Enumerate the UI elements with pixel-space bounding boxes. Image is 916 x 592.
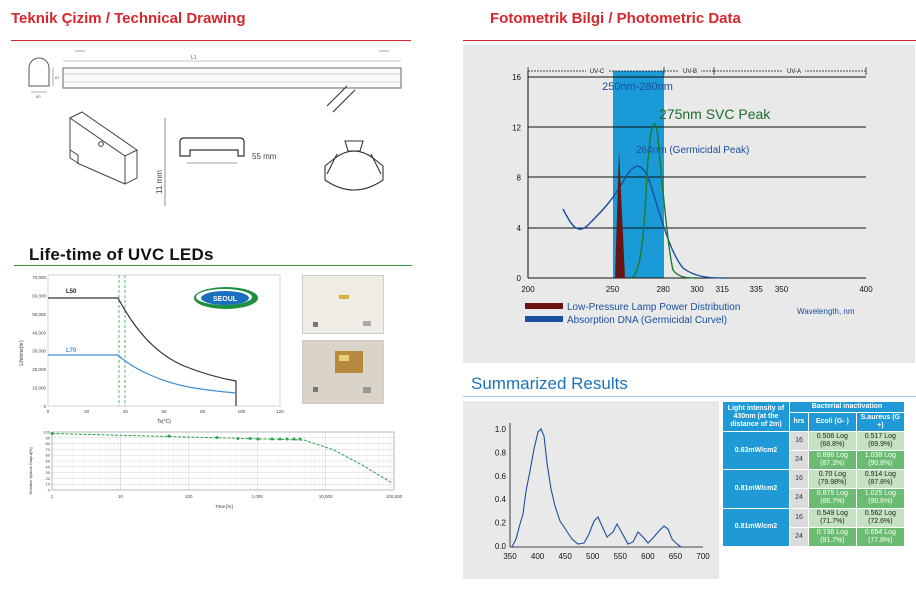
legend-dna-label: Absorption DNA (Germicidal Curvel) — [567, 315, 728, 326]
col-bacterial-header: Bacterial inactivation — [790, 402, 905, 413]
x-tick-label: 120 — [276, 409, 284, 414]
x-tick-label: 100,000 — [385, 494, 403, 499]
wavelength-label: Wavelength, nm — [797, 307, 855, 316]
ecoli-cell: 0.506 Log (68.8%) — [809, 432, 857, 451]
summary-title: Summarized Results — [471, 374, 628, 393]
x-tick-label: 700 — [696, 552, 710, 561]
decay-curve — [52, 434, 392, 484]
clip-profile — [155, 118, 277, 206]
y-tick-label: 70 — [45, 446, 50, 452]
x-tick-label: 600 — [641, 552, 655, 561]
col-intensity-header: Light intensity of 430nm (at the distance of 2m) — [723, 402, 790, 432]
x-tick-label: 300 — [690, 285, 704, 294]
band-uvc-label: UV-C — [589, 69, 605, 75]
y-tick-label: 60 — [45, 452, 50, 458]
saureus-cell: 1.025 Log (90.6%) — [856, 489, 904, 508]
y-tick-label: 0.0 — [494, 542, 506, 551]
x-tick-label: 100 — [185, 494, 193, 499]
x-tick-label: 10,000 — [318, 494, 333, 499]
y-tick-label: 20 — [45, 475, 50, 481]
col-ecoli-header: Ecoli (G- ) — [809, 413, 857, 432]
x-tick-label: 200 — [521, 285, 535, 294]
y-tick-label: 0.4 — [494, 495, 506, 505]
saureus-cell: 0.517 Log (69.9%) — [856, 432, 904, 451]
section-rule — [11, 40, 411, 41]
spectrum-chart — [463, 401, 719, 579]
section-rule-right — [463, 40, 916, 41]
y-tick-label: 4 — [516, 223, 521, 233]
hrs-cell: 16 — [790, 432, 809, 451]
band-uvb-label: UV-B — [682, 69, 698, 75]
table-row — [723, 508, 905, 527]
clip-3d-view — [70, 112, 137, 184]
x-tick-label: 350 — [774, 285, 789, 294]
intensity-cell: 0.81mW/cm2 — [723, 508, 790, 546]
photometric-chart — [463, 45, 915, 363]
y-tick-label: 20,000 — [32, 367, 46, 373]
hrs-cell: 24 — [790, 527, 809, 546]
y-tick-label: 50 — [45, 458, 50, 464]
intensity-cell: 0.81mW/cm2 — [723, 470, 790, 508]
x-tick-label: 10 — [117, 494, 123, 499]
led-board-photo-2 — [302, 340, 384, 404]
x-tick-label: 335 — [749, 285, 763, 294]
clip-width-label: 55 mm — [252, 152, 277, 161]
saureus-cell: 0.654 Log (77.8%) — [856, 527, 904, 546]
hrs-cell: 16 — [790, 470, 809, 489]
ecoli-cell: 0.549 Log (71.7%) — [809, 508, 857, 527]
dim-length-label: L1 — [191, 55, 197, 61]
x-tick-label: 550 — [613, 552, 627, 561]
decay-chart — [14, 428, 412, 516]
y-tick-label: 8 — [516, 173, 521, 183]
technical-drawing — [15, 46, 415, 216]
decay-ylabel: Relative Optical Output[%] — [28, 447, 33, 495]
lifetime-title: Life-time of UVC LEDs — [29, 245, 214, 264]
y-tick-label: 60,000 — [32, 293, 46, 299]
y-tick-label: 30,000 — [32, 348, 46, 354]
germicidal-label: 264nm (Germicidal Peak) — [636, 145, 750, 156]
x-tick-label: 20 — [84, 409, 90, 414]
clip-height-label: 11 mm — [155, 170, 164, 194]
lifetime-xlabel: Ts(°C) — [157, 419, 171, 425]
y-tick-label: 50,000 — [32, 311, 46, 317]
table-row — [723, 470, 905, 489]
band-uva-label: UV-A — [786, 69, 802, 75]
dim-height-label: 67 — [55, 75, 60, 80]
y-tick-label: 0.8 — [494, 448, 506, 458]
ecoli-cell: 0.736 Log (81.7%) — [809, 527, 857, 546]
saureus-cell: 0.914 Log (87.8%) — [856, 470, 904, 489]
x-tick-label: 60 — [161, 409, 167, 414]
x-tick-label: 0 — [46, 409, 50, 414]
x-tick-label: 1,000 — [251, 494, 263, 499]
hrs-cell: 24 — [790, 489, 809, 508]
technical-drawing-title: Teknik Çizim / Technical Drawing — [11, 10, 246, 27]
y-tick-label: 10,000 — [32, 385, 46, 391]
y-tick-label: 0.2 — [494, 518, 506, 528]
l50-label: L50 — [66, 289, 77, 295]
x-tick-label: 1 — [50, 494, 54, 499]
x-tick-label: 350 — [503, 552, 517, 561]
col-hrs-header: hrs — [790, 413, 809, 432]
peak-label: 275nm SVC Peak — [659, 106, 771, 122]
legend-lamp-label: Low-Pressure Lamp Power Distribution — [567, 302, 741, 313]
legend-dna-swatch — [525, 316, 563, 322]
y-tick-label: 1.0 — [494, 425, 506, 434]
l70-label: L70 — [66, 348, 77, 354]
y-tick-label: 70,000 — [32, 275, 46, 280]
y-tick-label: 16 — [512, 73, 521, 82]
x-tick-label: 500 — [586, 552, 600, 561]
spectrum-curve — [512, 429, 681, 547]
y-tick-label: 0 — [43, 404, 46, 409]
range-label: 250nm-280nm — [602, 81, 673, 93]
summary-rule — [463, 396, 916, 397]
x-tick-label: 315 — [715, 285, 730, 294]
x-tick-label: 280 — [656, 285, 670, 294]
x-tick-label: 650 — [668, 552, 683, 561]
hrs-cell: 24 — [790, 451, 809, 470]
x-tick-label: 450 — [558, 552, 572, 561]
dim-width-label: 60 — [36, 94, 41, 99]
led-board-photo-1 — [302, 275, 384, 334]
profile-view — [29, 58, 60, 99]
x-tick-label: 250 — [605, 285, 620, 294]
decay-xlabel: Time [hr] — [215, 504, 233, 509]
lifetime-chart — [14, 268, 298, 426]
y-tick-label: 0.6 — [494, 471, 506, 481]
y-tick-label: 40,000 — [32, 330, 46, 336]
y-tick-label: 12 — [512, 123, 521, 133]
intensity-cell: 0.63mW/cm2 — [723, 432, 790, 470]
saureus-cell: 1.038 Log (90.8%) — [856, 451, 904, 470]
x-tick-label: 100 — [237, 409, 246, 414]
x-tick-label: 400 — [859, 285, 873, 294]
table-row — [723, 432, 905, 451]
y-tick-label: 10 — [45, 481, 50, 487]
x-tick-label: 80 — [200, 409, 206, 414]
x-tick-label: 400 — [530, 552, 545, 561]
ecoli-cell: 0.875 Log (86.7%) — [809, 489, 857, 508]
x-tick-label: 40 — [122, 409, 128, 414]
ecoli-cell: 0.896 Log (87.3%) — [809, 451, 857, 470]
brand-label: SEOUL — [212, 296, 238, 303]
photometric-title: Fotometrik Bilgi / Photometric Data — [490, 10, 741, 27]
lifetime-rule — [14, 265, 412, 266]
bacterial-results-table — [722, 401, 905, 547]
y-tick-label: 40 — [45, 464, 50, 470]
y-tick-label: 0 — [47, 487, 50, 493]
y-tick-label: 90 — [45, 435, 50, 441]
legend-lamp-swatch — [525, 303, 563, 309]
y-tick-label: 100 — [43, 429, 50, 435]
hrs-cell: 16 — [790, 508, 809, 527]
seoul-logo — [194, 287, 258, 309]
tube-side-view — [63, 51, 401, 88]
ecoli-cell: 0.70 Log (79.98%) — [809, 470, 857, 489]
col-saureus-header: S.aureus (G +) — [856, 413, 904, 432]
y-tick-label: 80 — [45, 441, 50, 447]
saureus-cell: 0.562 Log (72.6%) — [856, 508, 904, 527]
y-tick-label: 0 — [516, 274, 521, 283]
y-tick-label: 30 — [45, 470, 50, 476]
lifetime-ylabel: Lifetime(hr) — [19, 340, 25, 366]
mounting-view — [325, 86, 383, 190]
